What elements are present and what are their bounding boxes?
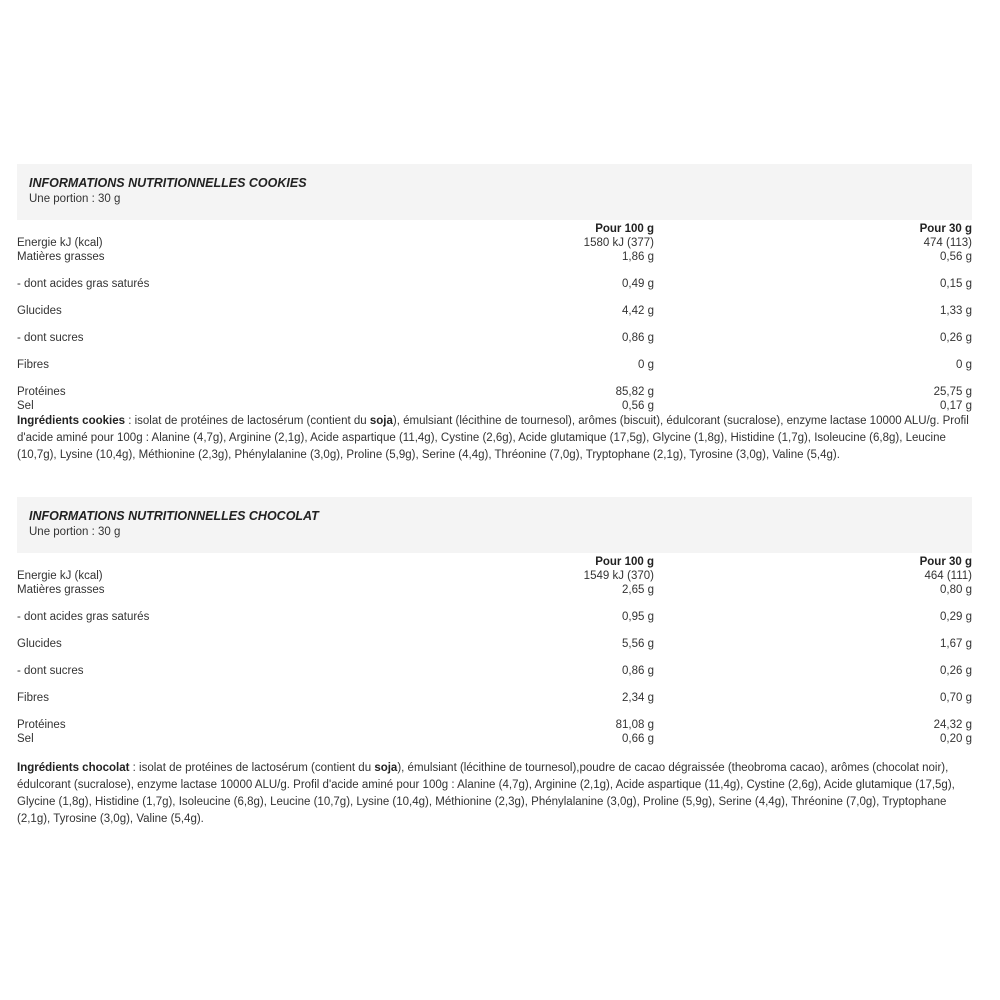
- row-value-30g: 474 (113): [923, 237, 972, 249]
- allergen-soja: soja: [374, 762, 398, 774]
- row-value-100g: 0,49 g: [622, 278, 654, 290]
- chocolat-ingredients: [17, 760, 972, 828]
- table-row: [17, 637, 972, 664]
- row-label: Matières grasses: [17, 584, 105, 596]
- row-value-30g: 0,70 g: [940, 692, 972, 704]
- row-label: - dont acides gras saturés: [17, 278, 150, 290]
- row-label: Glucides: [17, 638, 62, 650]
- row-value-100g: 1,86 g: [622, 251, 654, 263]
- table-row: [17, 610, 972, 637]
- ingredients-text: ), émulsiant (lécithine de tournesol), arômes (biscuit), édulcorant (sucralose), enzyme lactase 10000 ALU/g. Profil d'acide aminé pour 100g : Alanine (4,7g), Arginine (2,1g), Acide aspartique (11,4g), Cystine (2,6g), Acide glutamique (17,5g), Glycine (1,8g), Histidine (1,7g), Isoleucine (6,8g), Leucine (10,7g), Lysine (10,4g), Méthionine (2,3g), Phénylalanine (3,0g), Proline (5,9g), Serine (4,4g), Thréonine (7,0g), Tryptophane (2,1g), Tyrosine (3,0g), Valine (5,4g).: [17, 415, 969, 461]
- table-row: [17, 583, 972, 610]
- row-value-30g: 1,33 g: [940, 305, 972, 317]
- row-value-100g: 0,66 g: [622, 733, 654, 745]
- row-value-100g: 81,08 g: [615, 719, 654, 731]
- row-value-30g: 0 g: [956, 359, 972, 371]
- col-per-30g-header: Pour 30 g: [919, 223, 972, 235]
- chocolat-portion: Une portion : 30 g: [29, 526, 121, 538]
- row-value-30g: 0,15 g: [940, 278, 972, 290]
- ingredients-label: Ingrédients cookies: [17, 415, 126, 427]
- row-value-30g: 24,32 g: [933, 719, 972, 731]
- cookies-header: [17, 164, 972, 220]
- row-value-30g: 0,29 g: [940, 611, 972, 623]
- row-value-30g: 464 (111): [924, 570, 972, 582]
- table-row: [17, 304, 972, 331]
- table-header-row: [17, 222, 972, 236]
- row-value-100g: 4,42 g: [622, 305, 654, 317]
- table-row: [17, 250, 972, 277]
- row-value-100g: 0,86 g: [622, 665, 654, 677]
- row-label: Protéines: [17, 386, 66, 398]
- ingredients-label: Ingrédients chocolat: [17, 762, 130, 774]
- row-label: Glucides: [17, 305, 62, 317]
- row-value-100g: 1549 kJ (370): [583, 570, 654, 582]
- row-label: - dont sucres: [17, 665, 84, 677]
- row-value-100g: 0,86 g: [622, 332, 654, 344]
- row-value-100g: 2,34 g: [622, 692, 654, 704]
- row-label: Sel: [17, 733, 34, 745]
- table-row: [17, 664, 972, 691]
- row-label: Matières grasses: [17, 251, 105, 263]
- row-value-30g: 25,75 g: [933, 386, 972, 398]
- cookies-title: INFORMATIONS NUTRITIONNELLES COOKIES: [29, 176, 307, 190]
- cookies-nutrition-section: [17, 164, 972, 464]
- row-label: - dont acides gras saturés: [17, 611, 150, 623]
- row-value-100g: 2,65 g: [622, 584, 654, 596]
- chocolat-title: INFORMATIONS NUTRITIONNELLES CHOCOLAT: [29, 509, 319, 523]
- row-value-30g: 0,26 g: [940, 332, 972, 344]
- row-value-100g: 0,95 g: [622, 611, 654, 623]
- cookies-ingredients: [17, 413, 972, 464]
- table-row: [17, 385, 972, 399]
- ingredients-text: : isolat de protéines de lactosérum (contient du: [129, 762, 375, 774]
- row-value-30g: 0,80 g: [940, 584, 972, 596]
- table-row: [17, 732, 972, 746]
- row-label: Fibres: [17, 359, 49, 371]
- row-value-100g: 0 g: [638, 359, 654, 371]
- row-label: Sel: [17, 400, 34, 412]
- table-row: [17, 399, 972, 413]
- table-row: [17, 691, 972, 718]
- cookies-portion: Une portion : 30 g: [29, 193, 121, 205]
- col-per-100g-header: Pour 100 g: [595, 223, 654, 235]
- table-row: [17, 236, 972, 250]
- row-value-100g: 5,56 g: [622, 638, 654, 650]
- table-row: [17, 331, 972, 358]
- chocolat-nutrition-table: [17, 555, 972, 746]
- row-label: Fibres: [17, 692, 49, 704]
- row-value-30g: 0,17 g: [940, 400, 972, 412]
- cookies-nutrition-table: [17, 222, 972, 413]
- row-value-100g: 0,56 g: [622, 400, 654, 412]
- row-label: Protéines: [17, 719, 66, 731]
- row-value-30g: 0,56 g: [940, 251, 972, 263]
- row-value-30g: 1,67 g: [940, 638, 972, 650]
- ingredients-text: : isolat de protéines de lactosérum (contient du: [125, 415, 370, 427]
- chocolat-header: [17, 497, 972, 553]
- col-per-30g-header: Pour 30 g: [919, 556, 972, 568]
- row-value-30g: 0,26 g: [940, 665, 972, 677]
- row-label: Energie kJ (kcal): [17, 237, 103, 249]
- row-value-100g: 85,82 g: [615, 386, 654, 398]
- allergen-soja: soja: [369, 415, 393, 427]
- ingredients-text: ), émulsiant (lécithine de tournesol),poudre de cacao dégraissée (theobroma cacao), arômes (chocolat noir), édulcorant (sucralose), enzyme lactase 10000 ALU/g. Profil d'acide aminé pour 100g : Alanine (4,7g), Arginine (2,1g), Acide aspartique (11,4g), Cystine (2,6g), Acide glutamique (17,5g), Glycine (1,8g), Histidine (1,7g), Isoleucine (6,8g), Leucine (10,7g), Lysine (10,4g), Méthionine (2,3g), Phénylalanine (3,0g), Proline (5,9g), Serine (4,4g), Thréonine (7,0g), Tryptophane (2,1g), Tyrosine (3,0g), Valine (5,4g).: [17, 762, 955, 825]
- table-row: [17, 358, 972, 385]
- table-row: [17, 277, 972, 304]
- row-value-30g: 0,20 g: [940, 733, 972, 745]
- row-label: - dont sucres: [17, 332, 84, 344]
- chocolat-nutrition-section: [17, 497, 972, 828]
- row-label: Energie kJ (kcal): [17, 570, 103, 582]
- row-value-100g: 1580 kJ (377): [583, 237, 654, 249]
- table-row: [17, 569, 972, 583]
- table-header-row: [17, 555, 972, 569]
- table-row: [17, 718, 972, 732]
- col-per-100g-header: Pour 100 g: [595, 556, 654, 568]
